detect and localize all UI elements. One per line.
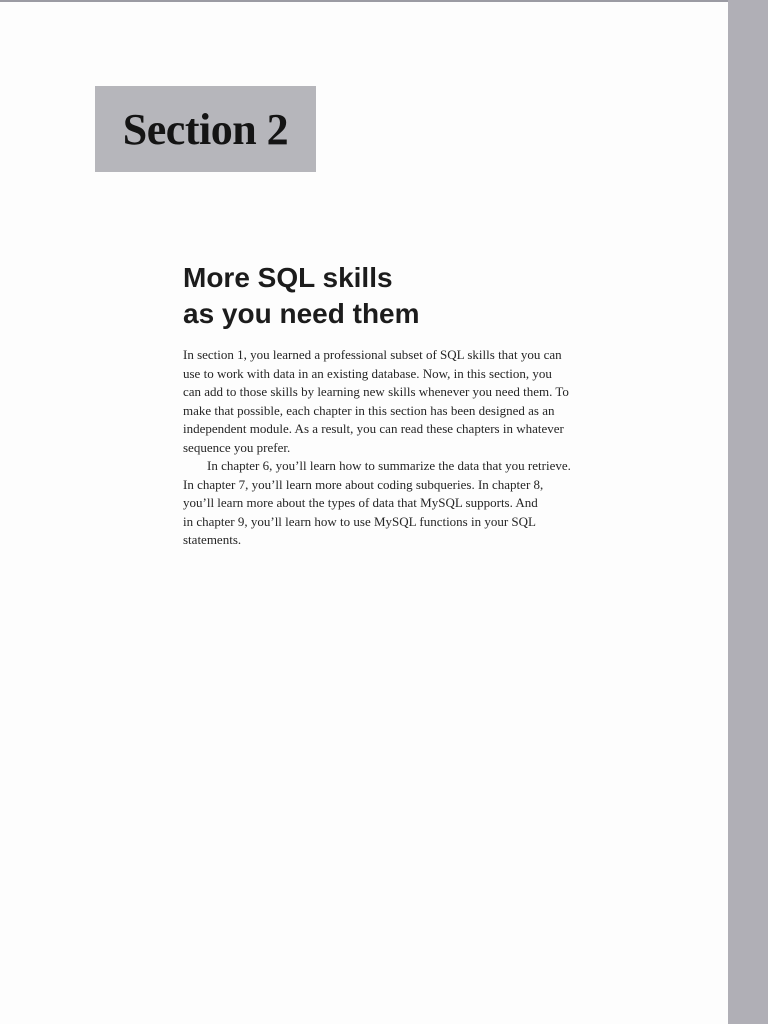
section-title-line-2: as you need them: [183, 298, 420, 329]
text-line: in chapter 9, you’ll learn how to use MySQL functions in your SQL: [183, 513, 536, 529]
text-line: sequence you prefer.: [183, 439, 291, 455]
text-line: can add to those skills by learning new skills whenever you need them. To: [183, 384, 569, 399]
section-title-line-1: More SQL skills: [183, 262, 393, 293]
top-border-rule: [0, 0, 768, 2]
page-edge-bar: [728, 0, 768, 1024]
text-line: independent module. As a result, you can read these chapters in whatever: [183, 421, 564, 436]
text-line: In section 1, you learned a professional subset of SQL skills that you can: [183, 347, 562, 362]
text-line: use to work with data in an existing database. Now, in this section, you: [183, 365, 552, 381]
section-title: [183, 260, 623, 332]
section-label: Section 2: [122, 104, 289, 154]
text-line: make that possible, each chapter in this section has been designed as an: [183, 402, 555, 418]
intro-paragraph-2: [183, 457, 623, 550]
intro-text: [183, 346, 623, 550]
text-line: statements.: [183, 532, 242, 547]
text-line: In chapter 7, you’ll learn more about coding subqueries. In chapter 8,: [183, 476, 544, 492]
text-line: In chapter 6, you’ll learn how to summarize the data that you retrieve.: [207, 458, 571, 473]
text-line: you’ll learn more about the types of data that MySQL supports. And: [183, 495, 538, 510]
section-label-box: [95, 86, 316, 172]
intro-paragraph-1: [183, 346, 623, 457]
